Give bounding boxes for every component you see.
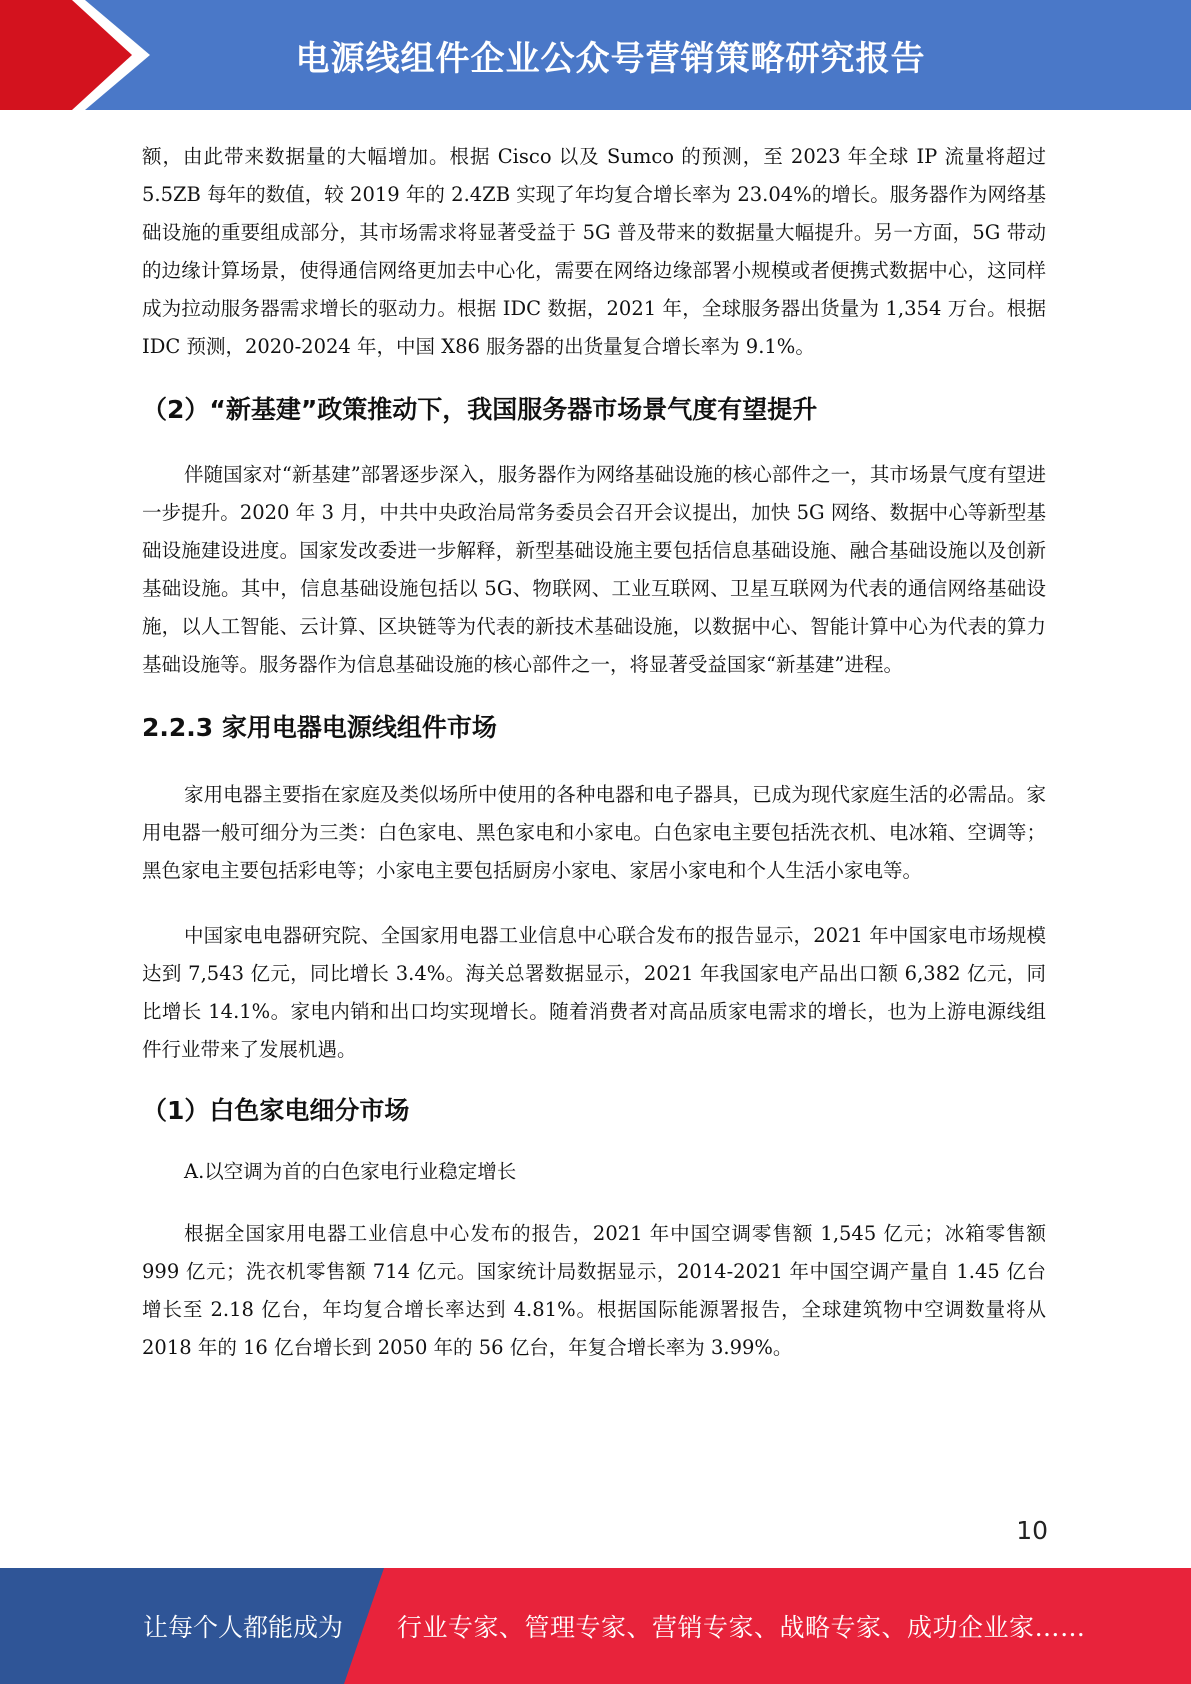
page-number: 10	[1016, 1516, 1048, 1545]
red-arrow-decoration	[0, 0, 150, 110]
paragraph-air-conditioner: 根据全国家用电器工业信息中心发布的报告，2021 年中国空调零售额 1,545 亿元；冰箱零售额 999 亿元；洗衣机零售额 714 亿元。国家统计局数据显示，2014-2021 年中国空调产量自 1.45 亿台增长至 2.18 亿台，年均复合增长率达到 4.81%。根据国际能源署报告，全球建筑物中空调数量将从 2018 年的 16 亿台增长到 2050 年的 56 亿台，年复合增长率为 3.99%。	[142, 1222, 1046, 1359]
paragraph-continued: 额，由此带来数据量的大幅增加。根据 Cisco 以及 Sumco 的预测，至 2023 年全球 IP 流量将超过 5.5ZB 每年的数值，较 2019 年的 2.4ZB 实现了年均复合增长率为 23.04%的增长。服务器作为网络基础设施的重要组成部分，其市场需求将显著受益于 5G 普及带来的数据量大幅提升。另一方面，5G 带动的边缘计算场景，使得通信网络更加去中心化，需要在网络边缘部署小规模或者便携式数据中心，这同样成为拉动服务器需求增长的驱动力。根据 IDC 数据，2021 年，全球服务器出货量为 1,354 万台。根据 IDC 预测，2020-2024 年，中国 X86 服务器的出货量复合增长率为 9.1%。	[142, 145, 1046, 358]
paragraph-market-size: 中国家电电器研究院、全国家用电器工业信息中心联合发布的报告显示，2021 年中国家电市场规模达到 7,543 亿元，同比增长 3.4%。海关总署数据显示，2021 年我国家电产品出口额 6,382 亿元，同比增长 14.1%。家电内销和出口均实现增长。随着消费者对高品质家电需求的增长，也为上游电源线组件行业带来了发展机遇。	[142, 924, 1046, 1061]
paragraph-home-appliances: 家用电器主要指在家庭及类似场所中使用的各种电器和电子器具，已成为现代家庭生活的必需品。家用电器一般可细分为三类：白色家电、黑色家电和小家电。白色家电主要包括洗衣机、电冰箱、空调等；黑色家电主要包括彩电等；小家电主要包括厨房小家电、家居小家电和个人生活小家电等。	[142, 783, 1046, 882]
footer-slogan-left: 让每个人都能成为	[143, 1613, 344, 1642]
paragraph-new-infrastructure: 伴随国家对“新基建”部署逐步深入，服务器作为网络基础设施的核心部件之一，其市场景气度有望进一步提升。2020 年 3 月，中共中央政治局常务委员会召开会议提出，加快 5G 网络、数据中心等新型基础设施建设进度。国家发改委进一步解释，新型基础设施主要包括信息基础设施、融合基础设施以及创新基础设施。其中，信息基础设施包括以 5G、物联网、工业互联网、卫星互联网为代表的通信网络基础设施，以人工智能、云计算、区块链等为代表的新技术基础设施，以数据中心、智能计算中心为代表的算力基础设施等。服务器作为信息基础设施的核心部件之一，将显著受益国家“新基建”进程。	[142, 463, 1046, 676]
page-header	[0, 0, 1191, 110]
heading-white-goods: （1）白色家电细分市场	[142, 1096, 410, 1125]
heading-new-infrastructure: （2）“新基建”政策推动下，我国服务器市场景气度有望提升	[142, 395, 818, 424]
subheading-air-conditioner: A.以空调为首的白色家电行业稳定增长	[184, 1160, 517, 1183]
heading-section-2-2-3: 2.2.3 家用电器电源线组件市场	[142, 713, 497, 742]
page-footer	[0, 1568, 1191, 1684]
page-content	[142, 138, 1046, 1367]
report-title: 电源线组件企业公众号营销策略研究报告	[295, 38, 926, 79]
footer-slogan-right: 行业专家、管理专家、营销专家、战略专家、成功企业家……	[397, 1613, 1086, 1642]
